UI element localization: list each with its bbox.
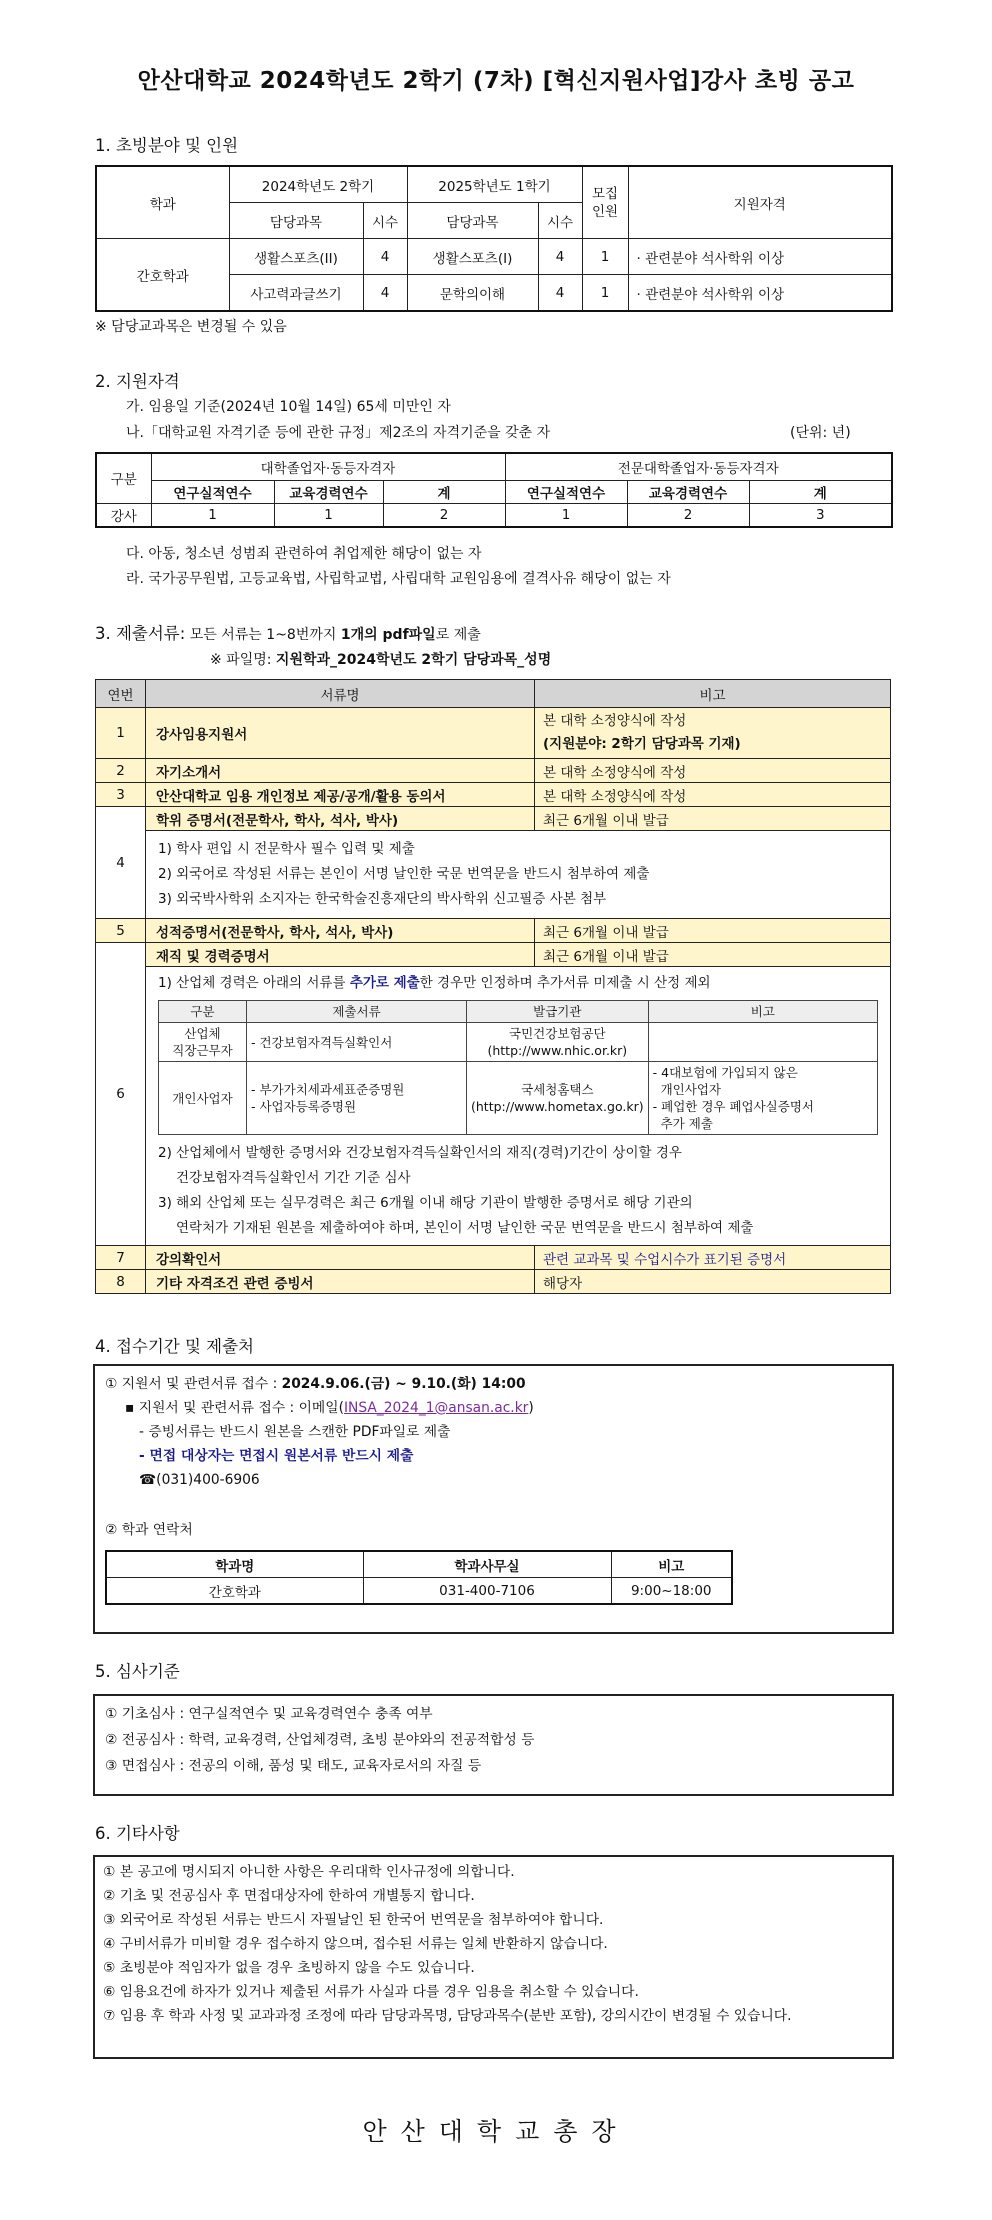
detail-line: 2) 외국어로 작성된 서류는 본인이 서명 날인한 국문 번역문을 반드시 첨부하여 제출	[158, 866, 650, 882]
doc-name: 학위 증명서(전문학사, 학사, 석사, 박사)	[146, 807, 535, 831]
section-5-heading: 5. 심사기준	[95, 1662, 180, 1681]
filename-value: 지원학과_2024학년도 2학기 담당과목_성명	[275, 652, 552, 668]
s4-email-line	[125, 1396, 534, 1420]
section-1-heading: 1. 초빙분야 및 인원	[95, 136, 239, 155]
org-name: 국민건강보험공단	[509, 1026, 606, 1041]
ith-org: 발급기관	[467, 1001, 649, 1023]
contact-table	[105, 1550, 733, 1605]
ith-doc: 제출서류	[247, 1001, 467, 1023]
s2-da: 다. 아동, 청소년 성범죄 관련하여 취업제한 해당이 없는 자	[126, 546, 482, 562]
misc-item: ① 본 공고에 명시되지 아니한 사항은 우리대학 인사규정에 의합니다.	[103, 1864, 515, 1880]
s2-ra: 라. 국가공무원법, 고등교육법, 사립학교법, 사립대학 교원임용에 결격사유 해당이 없는 자	[126, 571, 671, 587]
inner-org	[467, 1062, 649, 1135]
misc-item: ③ 외국어로 작성된 서류는 반드시 자필날인 된 한국어 번역문을 첨부하여야 합니다.	[103, 1912, 604, 1928]
misc-item: ④ 구비서류가 미비할 경우 접수하지 않으며, 접수된 서류는 일체 반환하지 않습니다.	[103, 1936, 608, 1952]
doc-no: 4	[96, 807, 146, 919]
th-doc: 서류명	[146, 680, 535, 708]
misc-box	[93, 1855, 894, 2059]
detail-line	[158, 971, 878, 996]
th-note: 비고	[611, 1551, 732, 1578]
detail-line: 3) 해외 산업체 또는 실무경력은 최근 6개월 이내 해당 기관이 발행한 증명서로 해당 기관의	[158, 1195, 693, 1211]
email-link[interactable]: INSA_2024_1@ansan.ac.kr	[343, 1400, 529, 1416]
value-cell: 2	[627, 503, 749, 527]
s2-ga: 가. 임용일 기준(2024년 10월 14일) 65세 미만인 자	[126, 399, 451, 415]
doc-no: 5	[96, 919, 146, 943]
section-3-heading	[95, 620, 481, 644]
misc-item: ② 기초 및 전공심사 후 면접대상자에 한하여 개별통지 합니다.	[103, 1888, 475, 1904]
org-url: (http://www.nhic.or.kr)	[487, 1043, 628, 1058]
inner-doc: - 건강보험자격득실확인서	[247, 1023, 467, 1062]
documents-table	[95, 679, 891, 1294]
inner-note: - 4대보험에 가입되지 않은 개인사업자 - 폐업한 경우 폐업사실증명서 추가 제출	[648, 1062, 877, 1135]
contact-hours: 9:00~18:00	[611, 1578, 732, 1605]
doc-no: 3	[96, 783, 146, 807]
review-item: ③ 면접심사 : 전공의 이해, 품성 및 태도, 교육자로서의 자질 등	[105, 1758, 482, 1774]
num-cell: 1	[582, 275, 628, 312]
doc-no: 6	[96, 943, 146, 1246]
th-course-2025: 담당과목	[407, 203, 538, 239]
contact-phone: 031-400-7106	[363, 1578, 611, 1605]
s3-heading-bold: 1개의 pdf파일	[340, 627, 436, 643]
misc-item: ⑥ 임용요건에 하자가 있거나 제출된 서류가 사실과 다를 경우 임용을 취소할 수 있습니다.	[103, 1984, 639, 2000]
org-name: 국세청홈택스	[521, 1082, 594, 1097]
detail-emphasis: 추가로 제출	[349, 975, 420, 991]
th-2025: 2025학년도 1학기	[407, 166, 582, 203]
section-4-heading: 4. 접수기간 및 제출처	[95, 1337, 254, 1356]
value-cell: 1	[274, 503, 383, 527]
th-note: 비고	[535, 680, 891, 708]
inner-gubun: 개인사업자	[159, 1062, 247, 1135]
inner-gubun: 산업체 직장근무자	[159, 1023, 247, 1062]
num-cell: 1	[582, 239, 628, 275]
th-office: 학과사무실	[363, 1551, 611, 1578]
detail-line: 2) 산업체에서 발행한 증명서와 건강보험자격득실확인서의 재직(경력)기간이 상이할 경우	[158, 1145, 682, 1161]
s4-period	[105, 1372, 526, 1396]
doc-name: 안산대학교 임용 개인정보 제공/공개/활용 동의서	[146, 783, 535, 807]
ith-note: 비고	[648, 1001, 877, 1023]
misc-item: ⑤ 초빙분야 적임자가 없을 경우 초빙하지 않을 수도 있습니다.	[103, 1960, 475, 1976]
th-univ: 대학졸업자·동등자격자	[151, 453, 505, 480]
th-gubun: 구분	[96, 453, 151, 503]
inner-org	[467, 1023, 649, 1062]
course-cell: 생활스포츠(I)	[407, 239, 538, 275]
review-item: ① 기초심사 : 연구실적연수 및 교육경력연수 충족 여부	[105, 1706, 433, 1722]
section-6-heading: 6. 기타사항	[95, 1824, 180, 1843]
course-cell: 생활스포츠(II)	[229, 239, 363, 275]
qualification-table	[95, 452, 893, 528]
th-college: 전문대학졸업자·동등자격자	[505, 453, 892, 480]
review-box	[93, 1694, 894, 1796]
doc-no: 8	[96, 1270, 146, 1294]
hours-cell: 4	[363, 275, 407, 312]
email-label: ▪ 지원서 및 관련서류 접수 : 이메일(	[125, 1400, 344, 1416]
review-item: ② 전공심사 : 학력, 교육경력, 산업체경력, 초빙 분야와의 전공적합성 등	[105, 1732, 535, 1748]
doc-details	[146, 831, 891, 919]
inner-note	[648, 1023, 877, 1062]
email-close: )	[528, 1400, 534, 1416]
s2-na: 나.「대학교원 자격기준 등에 관한 규정」제2조의 자격기준을 갖춘 자	[126, 425, 551, 441]
hours-cell: 4	[538, 239, 582, 275]
page-title: 안산대학교 2024학년도 2학기 (7차) [혁신지원사업]강사 초빙 공고	[137, 68, 855, 94]
s1-note: ※ 담당교과목은 변경될 수 있음	[95, 319, 287, 335]
ith-gubun: 구분	[159, 1001, 247, 1023]
doc-note: 본 대학 소정양식에 작성	[535, 759, 891, 783]
course-cell: 사고력과글쓰기	[229, 275, 363, 312]
doc-note: 해당자	[535, 1270, 891, 1294]
doc-name: 성적증명서(전문학사, 학사, 석사, 박사)	[146, 919, 535, 943]
detail-line: 건강보험자격득실확인서 기간 기준 심사	[176, 1170, 411, 1186]
issuer-signature: 안산대학교총장	[362, 2117, 630, 2146]
doc-note-line: 본 대학 소정양식에 작성	[543, 713, 687, 729]
doc-no: 2	[96, 759, 146, 783]
course-cell: 문학의이해	[407, 275, 538, 312]
s3-heading-end: 로 제출	[435, 627, 481, 643]
th-dept: 학과	[96, 166, 229, 239]
th-num: 모집 인원	[582, 166, 628, 239]
doc-name: 자기소개서	[146, 759, 535, 783]
detail-line: 3) 외국박사학위 소지자는 한국학술진흥재단의 박사학위 신고필증 사본 첨부	[158, 891, 607, 907]
doc-no: 7	[96, 1246, 146, 1270]
doc-no: 1	[96, 708, 146, 759]
period-label: ① 지원서 및 관련서류 접수 :	[105, 1376, 282, 1392]
doc-name: 재직 및 경력증명서	[146, 943, 535, 967]
doc-note	[535, 708, 891, 759]
value-cell: 1	[505, 503, 627, 527]
doc-note-line: (지원분야: 2학기 담당과목 기재)	[543, 736, 741, 752]
doc-note: 최근 6개월 이내 발급	[535, 919, 891, 943]
misc-item: ⑦ 임용 후 학과 사정 및 교과과정 조정에 따라 담당과목명, 담당과목수(분반 포함), 강의시간이 변경될 수 있습니다.	[103, 2008, 792, 2024]
s3-heading-rest: 모든 서류는 1~8번까지	[185, 627, 341, 643]
th-edu: 교육경력연수	[627, 480, 749, 503]
qual-cell: · 관련분야 석사학위 이상	[628, 239, 892, 275]
th-hours-2024: 시수	[363, 203, 407, 239]
hours-cell: 4	[538, 275, 582, 312]
th-hours-2025: 시수	[538, 203, 582, 239]
th-research: 연구실적연수	[505, 480, 627, 503]
value-cell: 3	[749, 503, 892, 527]
doc-note: 본 대학 소정양식에 작성	[535, 783, 891, 807]
th-research: 연구실적연수	[151, 480, 274, 503]
th-edu: 교육경력연수	[274, 480, 383, 503]
s3-filename	[210, 649, 551, 669]
th-qual: 지원자격	[628, 166, 892, 239]
th-2024: 2024학년도 2학기	[229, 166, 407, 203]
period-value: 2024.9.06.(금) ~ 9.10.(화) 14:00	[281, 1376, 526, 1392]
filename-label: ※ 파일명:	[210, 652, 276, 668]
career-docs-table	[158, 1000, 878, 1135]
s4-contact-heading: ② 학과 연락처	[105, 1522, 193, 1538]
qual-cell: · 관련분야 석사학위 이상	[628, 275, 892, 312]
s3-heading-label: 3. 제출서류:	[95, 624, 186, 643]
value-cell: 1	[151, 503, 274, 527]
th-course-2024: 담당과목	[229, 203, 363, 239]
detail-line: 1) 학사 편입 시 전문학사 필수 입력 및 제출	[158, 841, 415, 857]
value-cell: 2	[383, 503, 505, 527]
submission-box	[93, 1364, 894, 1634]
s4-phone: ☎(031)400-6906	[139, 1472, 260, 1488]
doc-note: 최근 6개월 이내 발급	[535, 807, 891, 831]
s4-interview-note: - 면접 대상자는 면접시 원본서류 반드시 제출	[139, 1448, 414, 1464]
hours-cell: 4	[363, 239, 407, 275]
detail-text: 1) 산업체 경력은 아래의 서류를	[158, 975, 350, 991]
s4-pdf-note: - 증빙서류는 반드시 원본을 스캔한 PDF파일로 제출	[139, 1424, 451, 1440]
contact-dept: 간호학과	[106, 1578, 363, 1605]
th-total: 계	[383, 480, 505, 503]
doc-name: 강의확인서	[146, 1246, 535, 1270]
s2-unit: (단위: 년)	[790, 425, 851, 441]
th-total: 계	[749, 480, 892, 503]
row-label: 강사	[96, 503, 151, 527]
doc-name: 기타 자격조건 관련 증빙서	[146, 1270, 535, 1294]
recruit-table	[95, 165, 893, 312]
inner-doc: - 부가가치세과세표준증명원 - 사업자등록증명원	[247, 1062, 467, 1135]
dept-cell: 간호학과	[96, 239, 229, 312]
th-no: 연번	[96, 680, 146, 708]
detail-text: 한 경우만 인정하며 추가서류 미제출 시 산정 제외	[419, 975, 711, 991]
doc-note: 최근 6개월 이내 발급	[535, 943, 891, 967]
detail-line: 연락처가 기재된 원본을 제출하여야 하며, 본인이 서명 날인한 국문 번역문을 반드시 첨부하여 제출	[176, 1220, 754, 1236]
org-url: (http://www.hometax.go.kr)	[471, 1099, 644, 1114]
doc-details	[146, 967, 891, 1246]
th-dept-name: 학과명	[106, 1551, 363, 1578]
doc-name: 강사임용지원서	[146, 708, 535, 759]
section-2-heading: 2. 지원자격	[95, 372, 180, 391]
doc-note: 관련 교과목 및 수업시수가 표기된 증명서	[535, 1246, 891, 1270]
